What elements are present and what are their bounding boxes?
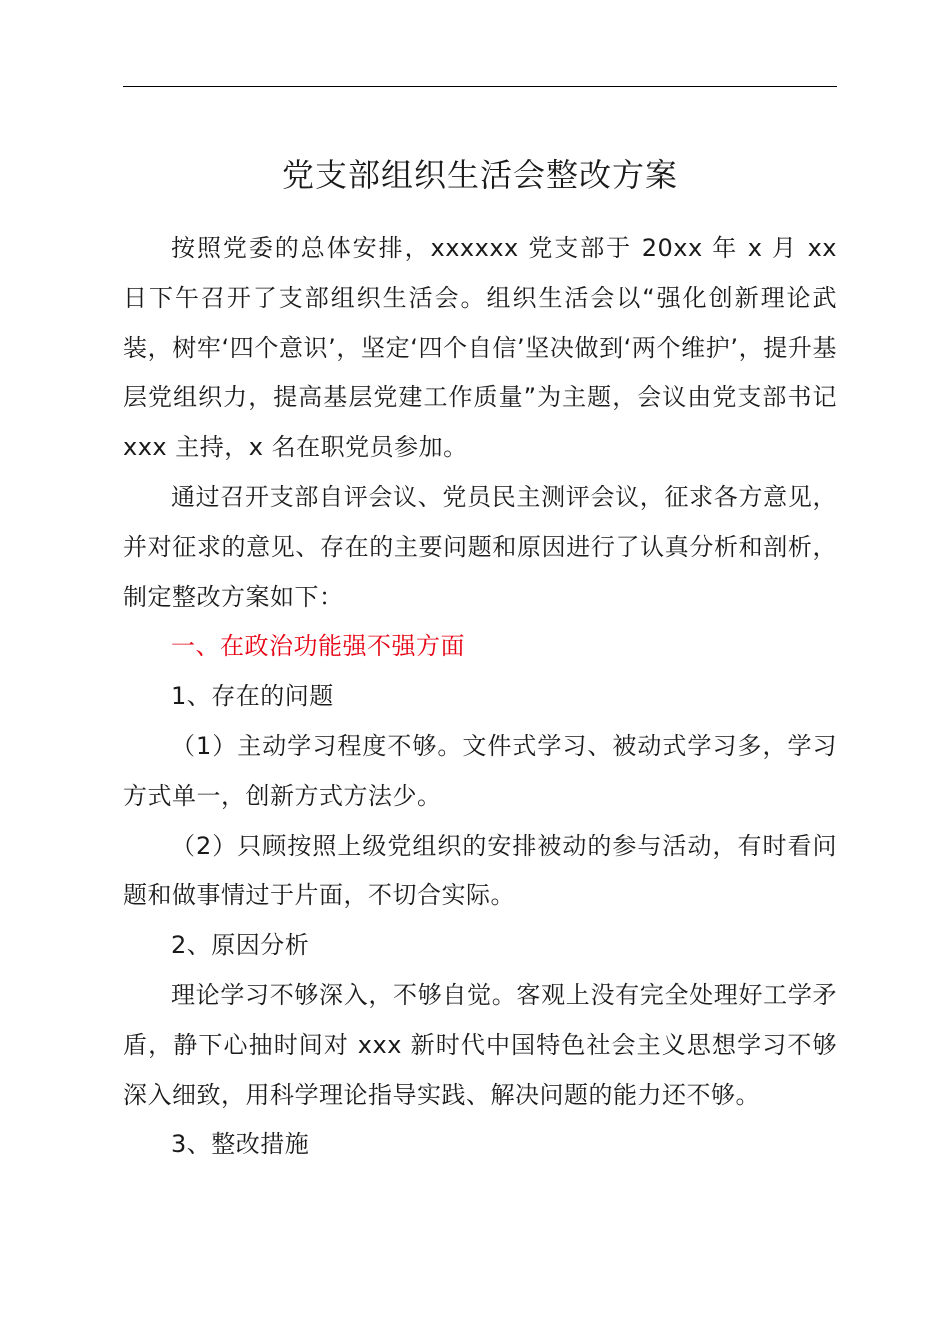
summary-paragraph: 通过召开支部自评会议、党员民主测评会议，征求各方意见，并对征求的意见、存在的主要问题和原因进行了认真分析和剖析，制定整改方案如下： [123, 482, 837, 611]
subheading-rectification-measures: 3、整改措施 [171, 1130, 310, 1159]
problem-item-2: （2）只顾按照上级党组织的安排被动的参与活动，有时看问题和做事情过于片面，不切合实际。 [123, 831, 837, 910]
document-body [123, 224, 837, 1170]
problem-item-1: （1）主动学习程度不够。文件式学习、被动式学习多，学习方式单一，创新方式方法少。 [123, 731, 837, 810]
section-heading-political-function: 一、在政治功能强不强方面 [171, 632, 465, 661]
subheading-problems: 1、存在的问题 [171, 682, 334, 711]
header-rule [123, 86, 837, 87]
intro-paragraph: 按照党委的总体安排，xxxxxx 党支部于 20xx 年 x 月 xx 日下午召开了支部组织生活会。组织生活会以“强化创新理论武装，树牢‘四个意识’，坚定‘四个自信’坚决做到‘两个维护’，提升基层党组织力，提高基层党建工作质量”为主题，会议由党支部书记 xxx 主持，x 名在职党员参加。 [123, 234, 837, 462]
cause-analysis-paragraph: 理论学习不够深入，不够自觉。客观上没有完全处理好工学矛盾，静下心抽时间对 xxx 新时代中国特色社会主义思想学习不够深入细致，用科学理论指导实践、解决问题的能力还不够。 [123, 980, 837, 1109]
document-title: 党支部组织生活会整改方案 [281, 156, 678, 194]
subheading-cause-analysis: 2、原因分析 [171, 931, 310, 960]
